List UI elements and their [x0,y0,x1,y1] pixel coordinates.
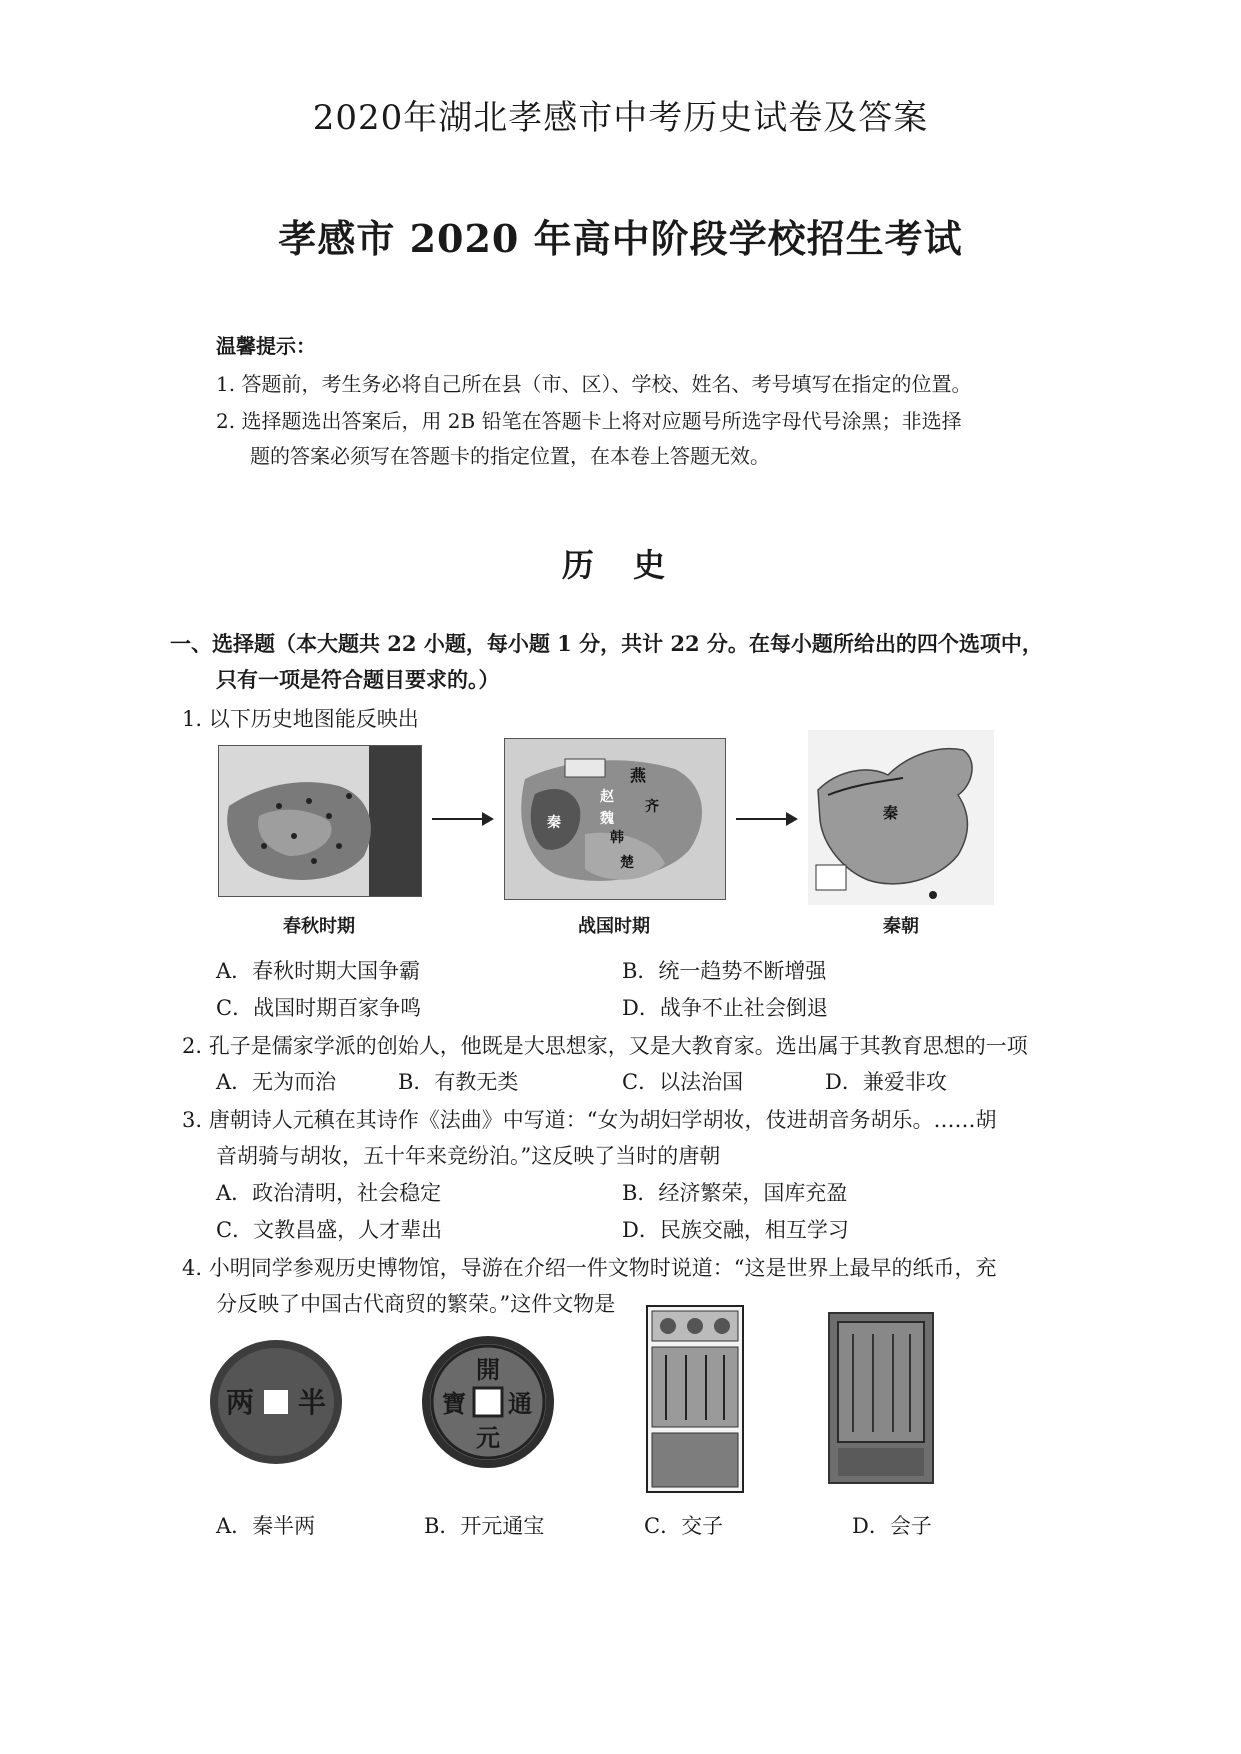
map-label-yan: 燕 [630,766,647,785]
tip-item-2-line-2: 题的答案必须写在答题卡的指定位置，在本卷上答题无效。 [250,444,770,468]
banknote-huizi-image [828,1312,934,1484]
question-3-stem-line-1: 3. 唐朝诗人元稹在其诗作《法曲》中写道：“女为胡妇学胡妆，伎进胡音务胡乐。……胡 [182,1108,997,1132]
q3-option-d: D．民族交融，相互学习 [622,1218,849,1242]
coin-b-char-tong: 通 [508,1389,532,1418]
q1-option-c: C．战国时期百家争鸣 [216,996,422,1020]
q4-option-b: B．开元通宝 [424,1514,545,1538]
map-spring-autumn [218,745,422,897]
map-label-han: 韩 [610,830,624,846]
question-4-stem-line-2: 分反映了中国古代商贸的繁荣。”这件文物是 [216,1292,616,1316]
question-2-stem: 2. 孔子是儒家学派的创始人，他既是大思想家，又是大教育家。选出属于其教育思想的一项 [182,1034,1028,1058]
question-4-stem-line-1: 4. 小明同学参观历史博物馆，导游在介绍一件文物时说道：“这是世界上最早的纸币，充 [182,1256,997,1280]
coin-ban-liang-image [208,1338,344,1466]
map-label-wei: 魏 [600,811,614,827]
banknote-jiaozi-image [646,1305,744,1493]
map-caption-warring-states: 战国时期 [578,916,650,937]
q1-option-d: D．战争不止社会倒退 [622,996,828,1020]
q3-option-b: B．经济繁荣，国库充盈 [622,1181,848,1205]
coin-b-char-yuan: 元 [476,1423,500,1452]
arrow-2 [736,818,796,820]
map-label-zhao: 赵 [600,789,614,805]
arrow-1 [432,818,492,820]
q2-option-d: D．兼爱非攻 [825,1070,947,1094]
q4-option-c: C．交子 [644,1514,724,1538]
coin-a-char-ban: 半 [298,1386,327,1419]
tip-item-2-line-1: 2. 选择题选出答案后，用 2B 铅笔在答题卡上将对应题号所选字母代号涂黑；非选择 [216,409,962,433]
q3-option-c: C．文教昌盛，人才辈出 [216,1218,443,1242]
q2-option-c: C．以法治国 [622,1070,744,1094]
map-spring-autumn-graphic [219,746,421,896]
q2-option-a: A．无为而治 [216,1070,337,1094]
map-label-qi: 齐 [645,799,659,815]
map-warring-states [504,738,726,900]
q3-option-a: A．政治清明，社会稳定 [216,1181,442,1205]
coin-b-char-kai: 開 [476,1355,500,1384]
coin-a-char-liang: 两 [226,1386,255,1419]
question-3-stem-line-2: 音胡骑与胡妆，五十年来竞纷泊。”这反映了当时的唐朝 [216,1144,721,1168]
q4-option-d: D．会子 [852,1514,932,1538]
tip-item-1: 1. 答题前，考生务必将自己所在县（市、区）、学校、姓名、考号填写在指定的位置。 [216,372,972,396]
tips-heading: 温馨提示： [216,334,316,358]
map-label-qin: 秦 [547,815,561,831]
q1-option-b: B．统一趋势不断增强 [622,959,827,983]
map-label-qin-dynasty: 秦 [883,804,899,822]
document-title: 2020年湖北孝感市中考历史试卷及答案 [312,98,929,138]
map-caption-qin: 秦朝 [883,916,919,937]
question-1-stem: 1. 以下历史地图能反映出 [182,707,419,731]
map-qin-dynasty [808,730,994,905]
coin-b-char-bao: 寶 [442,1389,466,1418]
map-label-chu: 楚 [620,855,634,871]
q4-option-a: A．秦半两 [216,1514,316,1538]
q1-option-a: A．春秋时期大国争霸 [216,959,421,983]
map-warring-states-graphic [505,739,725,899]
subject-heading: 历 史 [561,546,680,584]
section-heading-line-2: 只有一项是符合题目要求的。） [216,667,500,692]
coin-kaiyuan-tongbao-image [420,1334,556,1470]
section-heading-line-1: 一、选择题（本大题共 22 小题，每小题 1 分，共计 22 分。在每小题所给出的四个选项中， [170,631,1043,656]
exam-title: 孝感市 2020 年高中阶段学校招生考试 [278,216,963,261]
map-qin-dynasty-graphic [808,730,994,905]
map-caption-spring-autumn: 春秋时期 [283,916,355,937]
q2-option-b: B．有教无类 [398,1070,519,1094]
